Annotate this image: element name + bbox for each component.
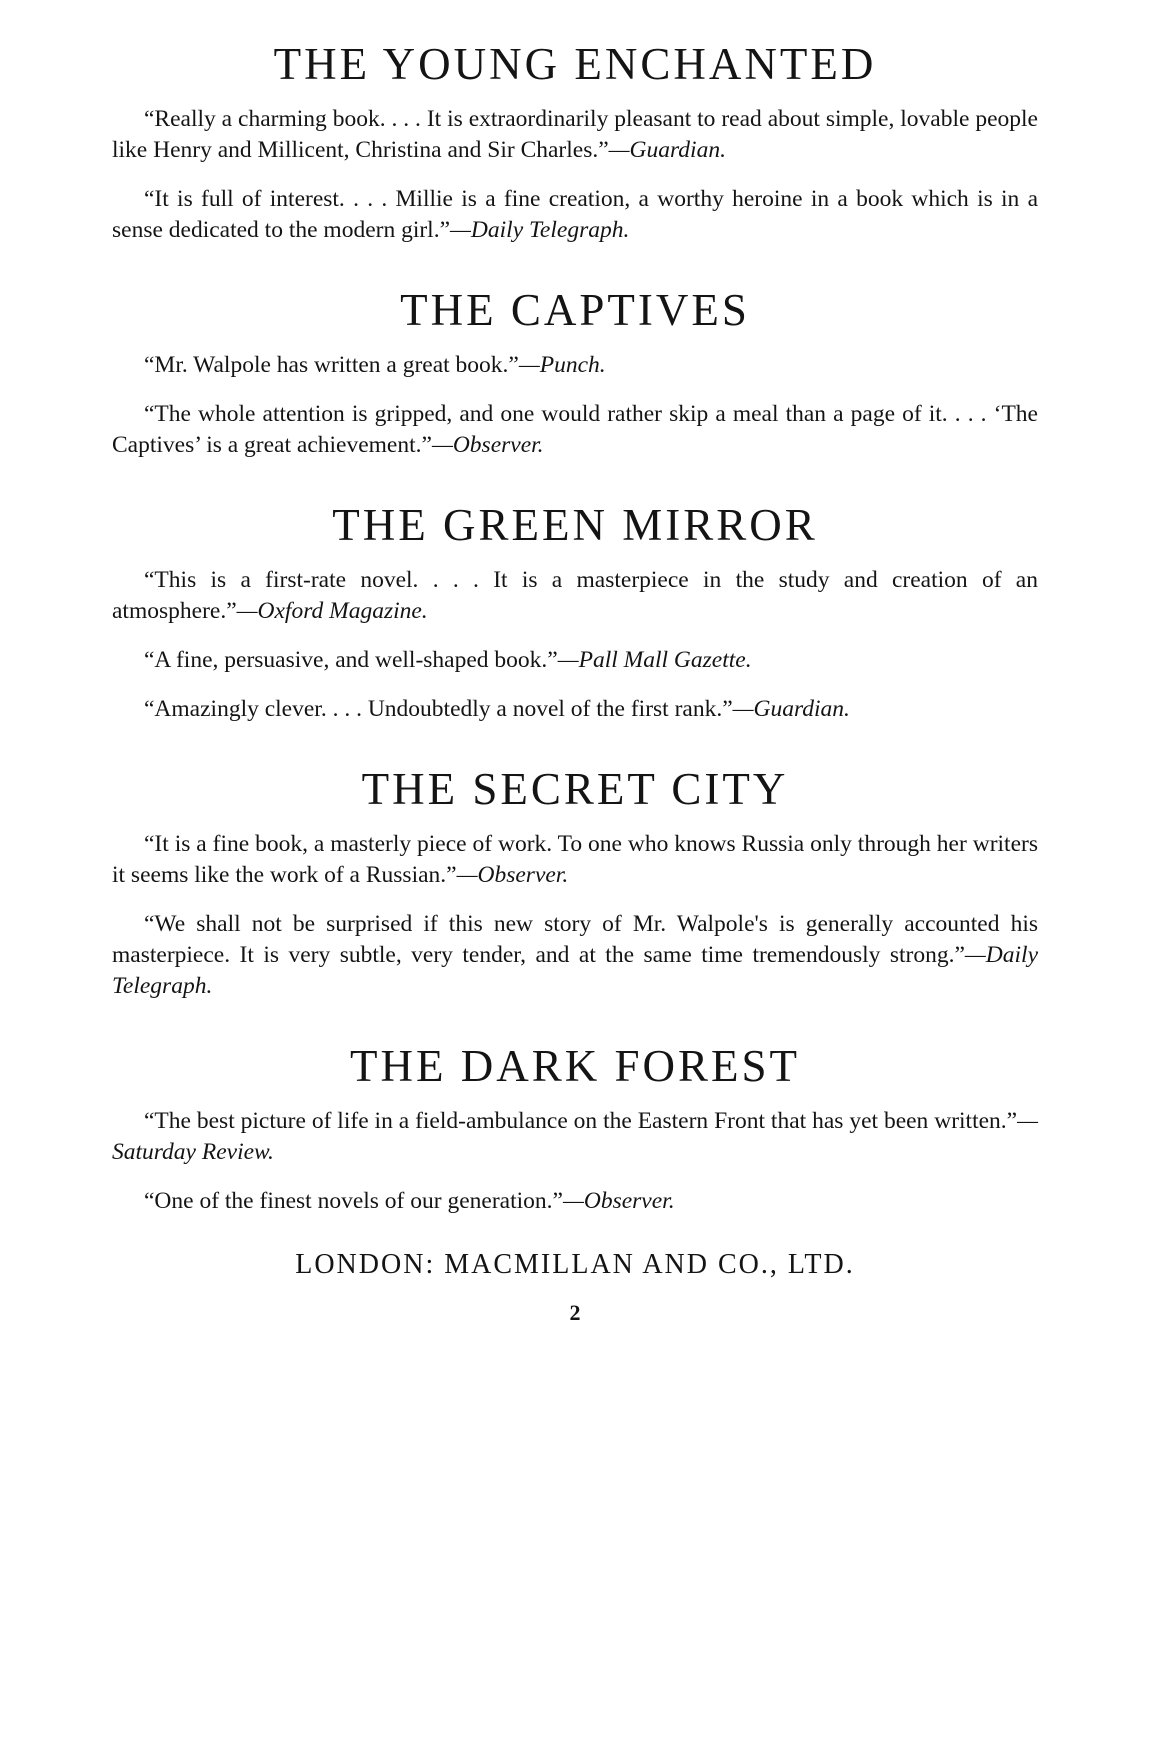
- book-secret-city: [112, 763, 1038, 1002]
- book-title: THE CAPTIVES: [400, 285, 750, 335]
- review: [112, 104, 1038, 166]
- review: [112, 1106, 1038, 1168]
- review-source: —Daily Telegraph.: [450, 217, 630, 243]
- review: [112, 694, 1038, 725]
- review: [112, 909, 1038, 1002]
- page-number: 2: [569, 1300, 581, 1325]
- review-source: —Observer.: [456, 862, 569, 888]
- review: [112, 399, 1038, 461]
- book-young-enchanted: [112, 38, 1038, 246]
- review-source: —Punch.: [518, 352, 606, 378]
- review-quote: “This is a first-rate novel. . . . It is a masterpiece in the study and creation of an atmosphere.”: [112, 567, 1038, 624]
- review-quote: “A fine, persuasive, and well-shaped book.”: [144, 647, 558, 673]
- review-source: —Saturday Review.: [112, 1108, 1038, 1165]
- review-quote: “Mr. Walpole has written a great book.”: [144, 352, 519, 378]
- review-source: —Pall Mall Gazette.: [557, 647, 752, 673]
- book-title: THE SECRET CITY: [361, 764, 789, 814]
- book-title: THE YOUNG ENCHANTED: [273, 39, 877, 89]
- publisher-imprint: LONDON: MACMILLAN AND CO., LTD.: [295, 1249, 855, 1280]
- book-green-mirror: [112, 499, 1038, 725]
- review: [112, 645, 1038, 676]
- book-title: THE GREEN MIRROR: [332, 500, 818, 550]
- advertisement-page: [112, 38, 1038, 1327]
- book-dark-forest: [112, 1040, 1038, 1217]
- book-captives: [112, 284, 1038, 461]
- review-quote: “It is full of interest. . . . Millie is a fine creation, a worthy heroine in a book which is in a sense dedicated to the modern girl.”: [112, 186, 1038, 243]
- review: [112, 184, 1038, 246]
- review-quote: “The best picture of life in a field-ambulance on the Eastern Front that has yet been written.”: [144, 1108, 1018, 1134]
- review-source: —Observer.: [431, 432, 544, 458]
- book-title: THE DARK FOREST: [349, 1041, 801, 1091]
- review: [112, 350, 1038, 381]
- review-source: —Observer.: [562, 1188, 675, 1214]
- review: [112, 829, 1038, 891]
- review-source: —Guardian.: [608, 137, 726, 163]
- review-source: —Daily Telegraph.: [112, 942, 1038, 999]
- review-source: —Oxford Magazine.: [236, 598, 428, 624]
- review: [112, 1186, 1038, 1217]
- review-quote: “Really a charming book. . . . It is extraordinarily pleasant to read about simple, lovable people like Henry and Millicent, Christina and Sir Charles.”: [112, 106, 1038, 163]
- review-quote: “The whole attention is gripped, and one would rather skip a meal than a page of it. . . . ‘The Captives’ is a great achievement.”: [112, 401, 1038, 458]
- review-quote: “We shall not be surprised if this new story of Mr. Walpole's is generally accounted his masterpiece. It is very subtle, very tender, and at the same time tremendously strong.”: [112, 911, 1038, 968]
- review-quote: “It is a fine book, a masterly piece of work. To one who knows Russia only through her writers it seems like the work of a Russian.”: [112, 831, 1038, 888]
- review-quote: “Amazingly clever. . . . Undoubtedly a novel of the first rank.”: [144, 696, 733, 722]
- review-source: —Guardian.: [732, 696, 850, 722]
- review-quote: “One of the finest novels of our generation.”: [144, 1188, 563, 1214]
- review: [112, 565, 1038, 627]
